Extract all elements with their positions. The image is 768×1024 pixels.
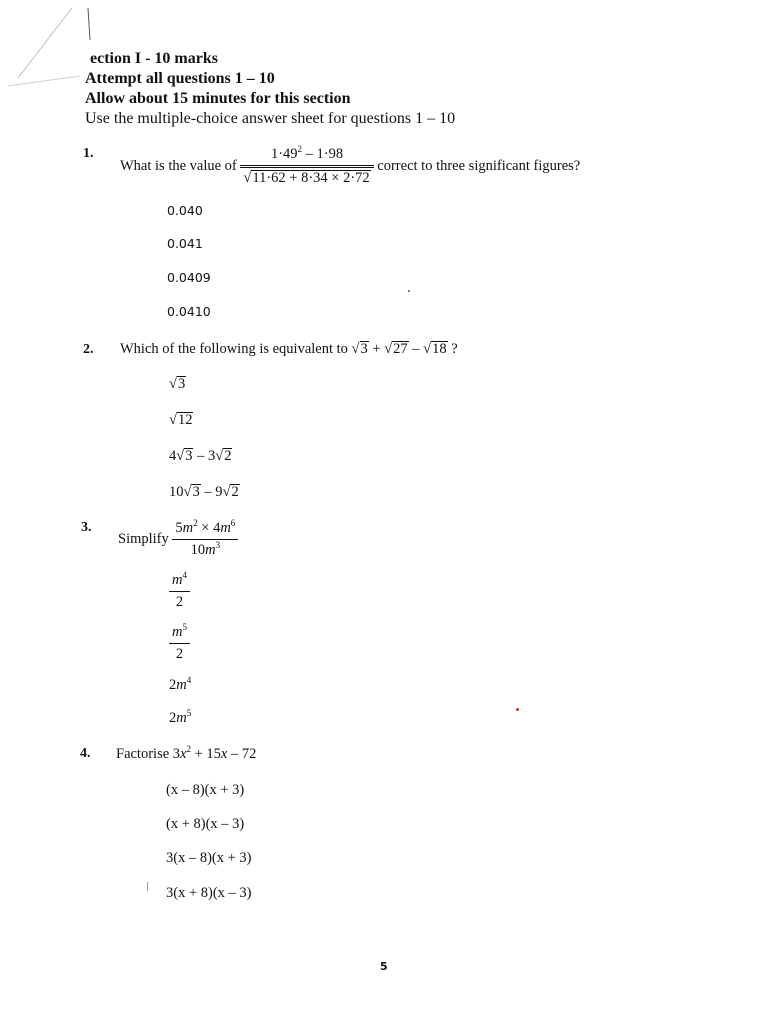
question-4-option-d: 3(x + 8)(x – 3) <box>166 885 252 901</box>
question-1-option-c: 0.0409 <box>167 270 211 285</box>
question-1-option-d: 0.0410 <box>167 304 211 319</box>
question-2-text: Which of the following is equivalent to √3 + √27 – √18 ? <box>120 341 458 357</box>
question-1-suffix: correct to three significant figures? <box>377 157 581 174</box>
section-title: ection I - 10 marks <box>90 50 218 67</box>
question-1-option-b: 0.041 <box>167 236 203 251</box>
question-1-denominator: √11·62 + 8·34 × 2·72 <box>240 165 373 187</box>
question-2-number: 2. <box>83 342 94 357</box>
question-4-number: 4. <box>80 746 91 761</box>
question-3-option-d: $2m^5$ <box>169 708 192 726</box>
question-1-fraction <box>240 146 373 187</box>
question-3-number: 3. <box>81 520 92 535</box>
question-2-option-b: √12 <box>169 412 193 428</box>
question-2-option-d: 10√3 – 9√2 <box>169 484 239 500</box>
scan-dot <box>408 290 410 292</box>
question-2-option-a: √3 <box>169 376 186 392</box>
question-1-numerator: $1\cdot 49^2 - 1\cdot 98$ <box>270 144 344 162</box>
scan-dot <box>516 708 519 711</box>
question-3-option-c: $2m^4$ <box>169 675 192 693</box>
scan-mark <box>147 882 148 891</box>
instructions-line: Use the multiple-choice answer sheet for questions 1 – 10 <box>85 110 456 127</box>
question-4-option-a: (x – 8)(x + 3) <box>166 782 245 798</box>
question-3-option-a: $\frac{m^4}{2}$ <box>169 572 190 611</box>
question-3-fraction: $\frac{5m^2 \times 4m^6}{10m^3}$ <box>172 520 238 559</box>
allow-line: Allow about 15 minutes for this section <box>85 90 351 107</box>
question-3-text: Simplify $\frac{5m^2 \times 4m^6}{10m^3}$ <box>118 520 238 559</box>
question-1-text <box>120 146 580 187</box>
attempt-line: Attempt all questions 1 – 10 <box>85 70 275 87</box>
question-4-text: Factorise $3x^2 + 15x - 72$ <box>116 744 257 762</box>
question-2-option-c: 4√3 – 3√2 <box>169 448 232 464</box>
question-1-prefix: What is the value of <box>120 157 237 174</box>
question-1-option-a: 0.040 <box>167 203 203 218</box>
page-number: 5 <box>380 960 388 973</box>
question-4-option-c: 3(x – 8)(x + 3) <box>166 850 252 866</box>
question-3-option-b: $\frac{m^5}{2}$ <box>169 624 190 663</box>
question-4-option-b: (x + 8)(x – 3) <box>166 816 245 832</box>
question-1-number: 1. <box>83 146 94 161</box>
